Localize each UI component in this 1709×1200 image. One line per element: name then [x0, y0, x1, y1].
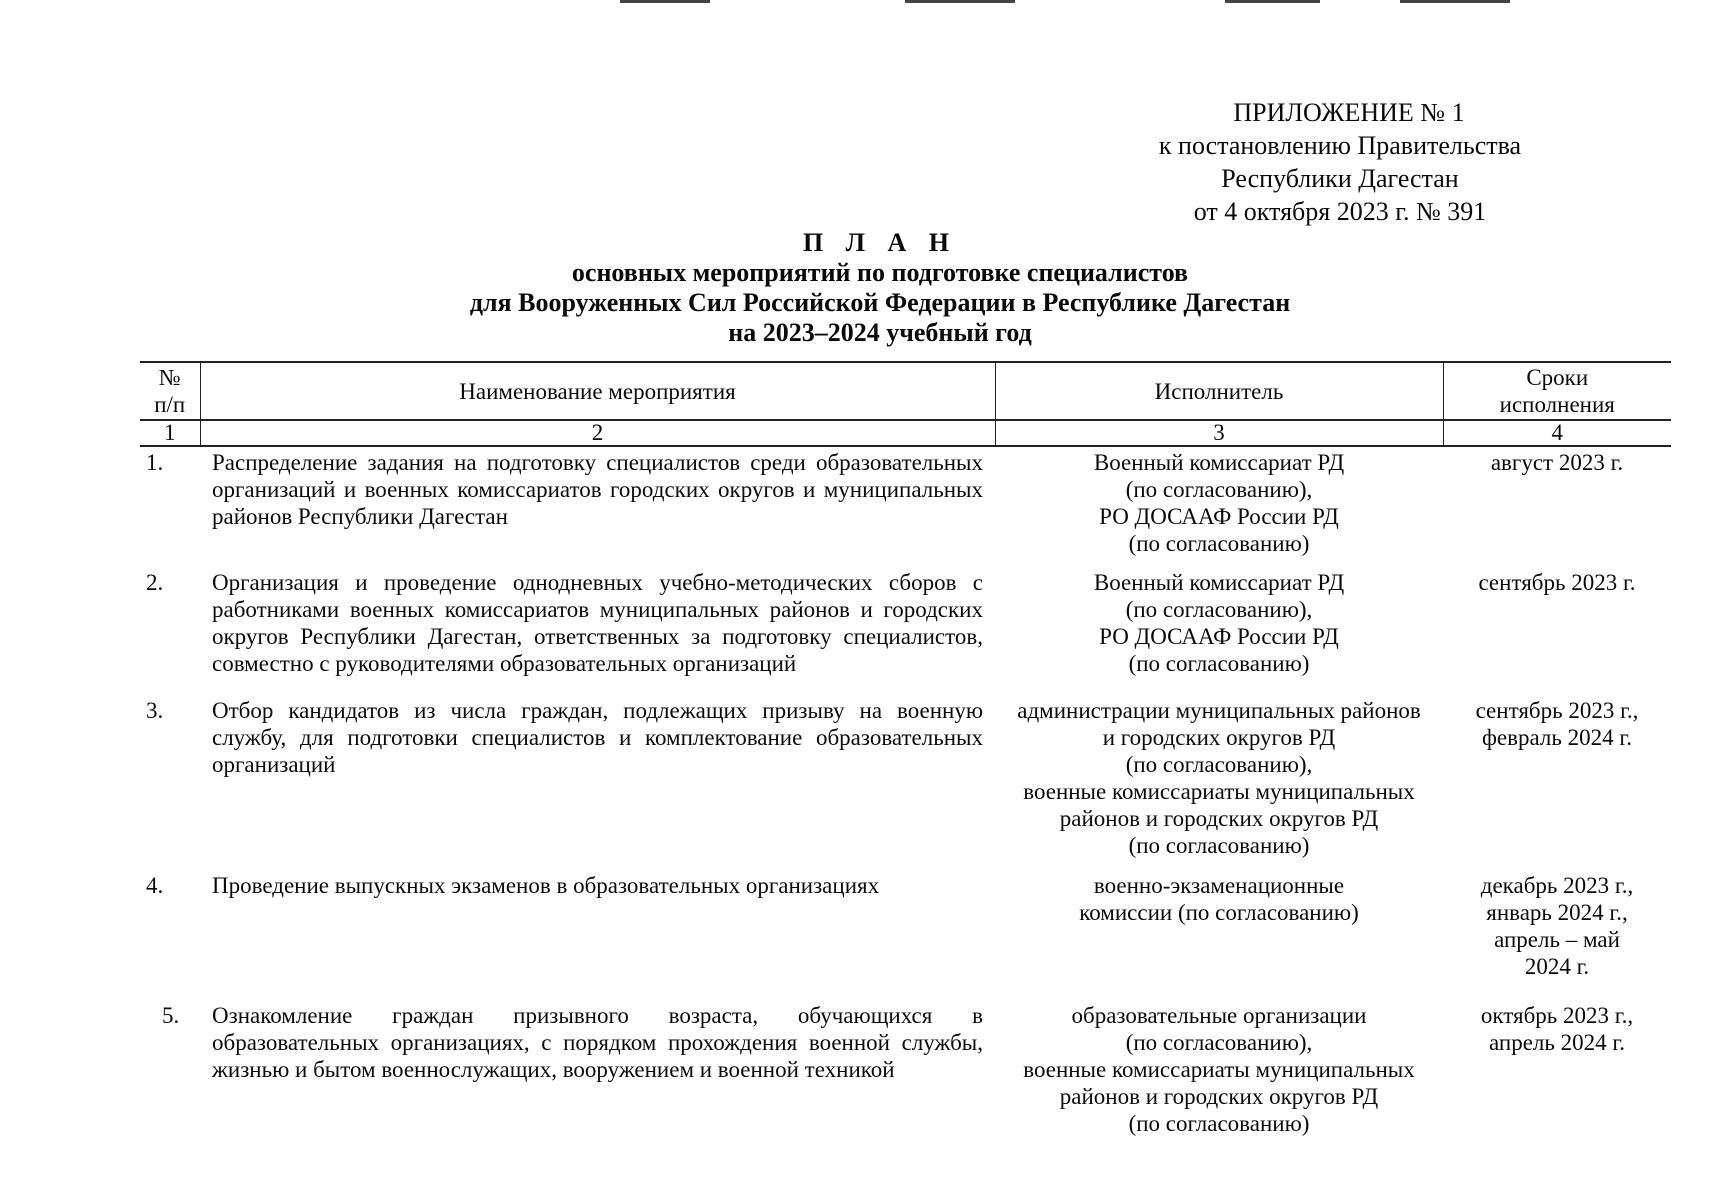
title-line: на 2023–2024 учебный год: [728, 318, 1032, 347]
activity-name: Ознакомление граждан призывного возраста, обучающихся в образовательных организациях, с порядком прохождения военной службы, жизнью и бытом военнослужащих, вооружением и военной техникой: [212, 1003, 983, 1082]
scan-artifact: [1225, 0, 1320, 3]
term: сентябрь 2023 г.: [1478, 570, 1636, 595]
title-word: П Л А Н: [802, 228, 958, 257]
column-number: 3: [995, 420, 1443, 446]
term: сентябрь 2023 г., февраль 2024 г.: [1475, 698, 1639, 750]
column-number: 2: [200, 420, 995, 446]
column-number-row: [140, 420, 1671, 446]
scan-artifact: [1400, 0, 1510, 3]
header-term: Сроки исполнения: [1443, 362, 1671, 420]
row-number: 2.: [146, 570, 164, 595]
activity-name: Проведение выпускных экзаменов в образовательных организациях: [212, 873, 880, 898]
executor: Военный комиссариат РД (по согласованию), РО ДОСААФ России РД (по согласованию): [1093, 450, 1345, 556]
executor: образовательные организации (по согласованию), военные комиссариаты муниципальных районов и городских округов РД (по согласованию): [1023, 1003, 1415, 1136]
header-activity-name: Наименование мероприятия: [200, 362, 995, 420]
executor: Военный комиссариат РД (по согласованию), РО ДОСААФ России РД (по согласованию): [1093, 570, 1345, 676]
table-header-row: [140, 362, 1671, 420]
column-number: 4: [1443, 420, 1671, 446]
term: октябрь 2023 г., апрель 2024 г.: [1480, 1003, 1634, 1055]
appendix-reference: к постановлению Правительства: [1158, 131, 1522, 160]
table-row: [140, 695, 1671, 870]
appendix-block: [1140, 96, 1540, 228]
appendix-issuer: Республики Дагестан: [1221, 164, 1459, 193]
appendix-date: от 4 октября 2023 г. № 391: [1193, 197, 1487, 226]
header-number: № п/п: [140, 362, 200, 420]
plan-table: [140, 361, 1671, 1137]
term: август 2023 г.: [1490, 450, 1624, 475]
title-line: основных мероприятий по подготовке специалистов: [571, 258, 1189, 287]
row-number: 5.: [162, 1003, 180, 1028]
row-number: 4.: [146, 873, 164, 898]
row-number: 3.: [146, 698, 164, 723]
column-number: 1: [140, 420, 200, 446]
table-row: [140, 1000, 1671, 1137]
document-title: [330, 228, 1430, 348]
table-row: [140, 567, 1671, 695]
term: декабрь 2023 г., январь 2024 г., апрель – май 2024 г.: [1480, 873, 1634, 979]
header-executor: Исполнитель: [995, 362, 1443, 420]
activity-name: Отбор кандидатов из числа граждан, подлежащих призыву на военную службу, для подготовки специалистов и комплектование образовательных организаций: [212, 698, 983, 777]
executor: военно-экзаменационные комиссии (по согласованию): [1079, 873, 1359, 925]
title-line: для Вооруженных Сил Российской Федерации в Республике Дагестан: [469, 288, 1291, 317]
scan-artifact: [905, 0, 1015, 3]
table-row: [140, 446, 1671, 567]
row-number: 1.: [146, 450, 164, 475]
table-row: [140, 870, 1671, 1000]
scan-artifact: [620, 0, 710, 3]
executor: администрации муниципальных районов и городских округов РД (по согласованию), военные комиссариаты муниципальных районов и городских округов РД (по согласованию): [1017, 698, 1421, 858]
appendix-number: ПРИЛОЖЕНИЕ № 1: [1233, 98, 1465, 127]
activity-name: Распределение задания на подготовку специалистов среди образовательных организаций и военных комиссариатов городских округов и муниципальных районов Республики Дагестан: [212, 450, 983, 529]
activity-name: Организация и проведение однодневных учебно-методических сборов с работниками военных комиссариатов муниципальных районов и городских округов Республики Дагестан, ответственных за подготовку специалистов, совместно с руководителями образовательных организаций: [212, 570, 983, 676]
